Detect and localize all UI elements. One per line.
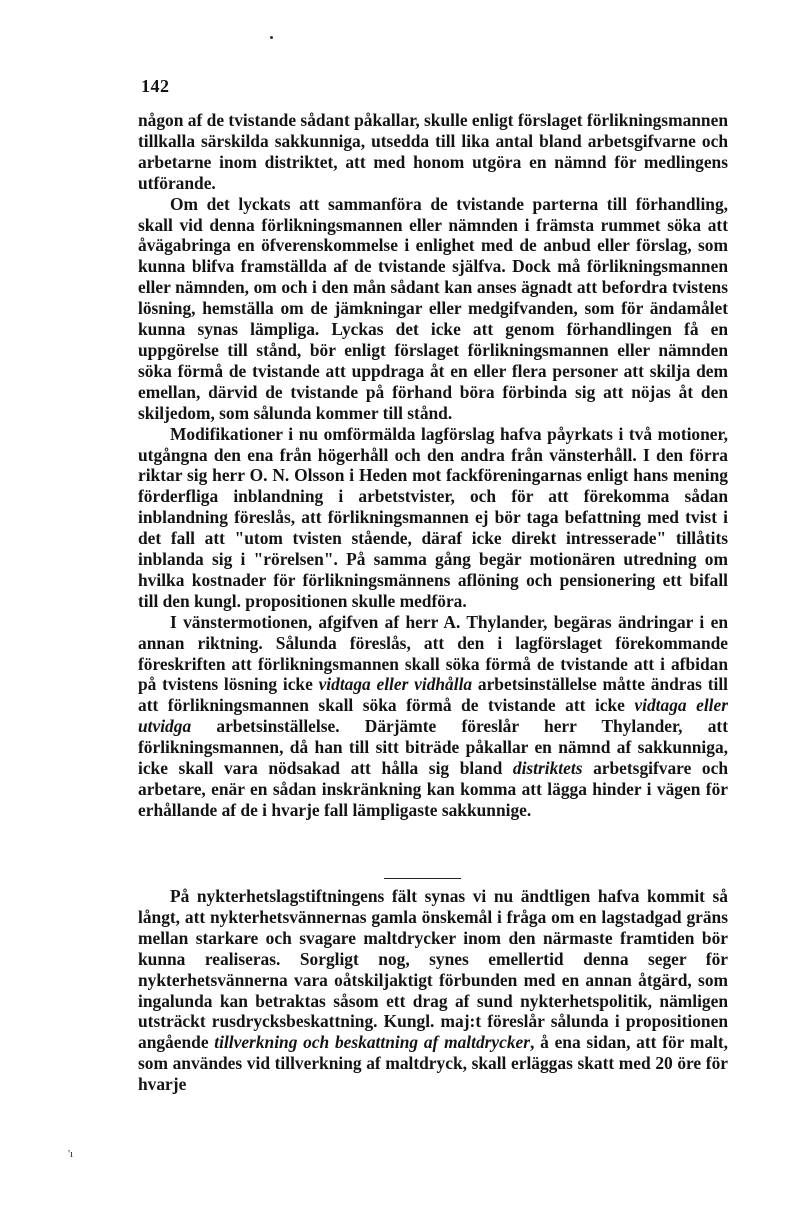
text-run: I vänstermotionen, afgifven af herr A. Thylander, begäras ändringar i en annan riktning. Sålunda föreslås, att den i lagförslaget förekommande föreskriften att förlikningsmannen skall söka förmå de tvistande att i afbidan på tvistens lösning icke bbox=[138, 611, 728, 695]
section-separator bbox=[384, 878, 461, 879]
text-run: arbetsinställelse måtte ändras till att förlikningsmannen skall söka förmå de tvistande att icke bbox=[138, 674, 729, 716]
margin-mark: 'ı bbox=[68, 1148, 74, 1160]
paragraph bbox=[138, 886, 728, 1095]
paragraph bbox=[138, 424, 728, 612]
text-run: arbetsgifvare och arbetare, enär en sådan inskränkning kan komma att lägga hinder i vägen för erhållande af de i hvarje fall lämpligaste sakkunnige. bbox=[138, 758, 728, 820]
print-speck bbox=[270, 36, 273, 39]
paragraph bbox=[138, 194, 728, 424]
body-text-lower bbox=[138, 886, 728, 1095]
page-number: 142 bbox=[141, 76, 170, 96]
italic-phrase: distriktets bbox=[512, 758, 583, 779]
paragraph bbox=[138, 110, 728, 194]
text-run: arbetsinställelse. Därjämte föreslår herr Thylander, att förlikningsmannen, då han till sitt biträde påkallar en nämnd af sakkunniga, icke skall vara nödsakad att hålla sig bland bbox=[138, 716, 728, 779]
text-run: Om det lyckats att sammanföra de tvistande parterna till förhandling, skall vid denna förlikningsmannen eller nämnden i främsta rummet söka att åvägabringa en öfverenskommelse i enlighet med de anbud eller förslag, som kunna blifva framställda af de tvistande själfva. Dock må förlikningsmannen eller nämnden, om och i den mån sådant kan anses ägnadt att befordra tvistens lösning, hemställa om de jämkningar eller medgifvanden, som för ändamålet kunna synas lämpliga. Lyckas det icke att genom förhandlingen få en uppgörelse till stånd, bör enligt förslaget förlikningsmannen eller nämnden söka förmå de tvistande att uppdraga åt en eller flera personer att skilja dem emellan, därvid de tvistande på förhand böra förbinda sig att nöjas åt den skiljedom, som sålunda kommer till stånd. bbox=[138, 193, 728, 423]
body-text-upper bbox=[138, 110, 728, 821]
text-run: Modifikationer i nu omförmälda lagförslag hafva påyrkats i två motioner, utgångna den ena från högerhåll och den andra från vänsterhåll. I den förra riktar sig herr O. N. Olsson i Heden mot fackföreningarnas enligt hans mening förderfliga inblandning i arbetstvister, och för att förekomma sådan inblandning föreslås, att förlikningsmannen ej bör taga befattning med tvist i det fall att "utom tvisten stående, däraf icke direkt intresserade" tillåtits inblanda sig i "rörelsen". På samma gång begär motionären utredning om hvilka kostnader för förlikningsmännens aflöning och pensionering ett bifall till den kungl. propositionen skulle medföra. bbox=[138, 423, 728, 611]
text-run: På nykterhetslagstiftningens fält synas vi nu ändtligen hafva kommit så långt, att nykterhetsvännernas gamla önskemål i fråga om en lagstadgad gräns mellan starkare och svagare maltdrycker inom den närmaste framtiden bör kunna realiseras. Sorgligt nog, synes emellertid denna seger för nykterhetsvännerna vara oåtskiljaktigt förbunden med en annan åtgärd, som ingalunda kan betraktas såsom ett drag af sund nykterhetspolitik, nämligen utsträckt rusdrycksbeskattning. Kungl. maj:t föreslår sålunda i propositionen angående bbox=[138, 886, 728, 1053]
text-run: , å ena sidan, att för malt, som användes vid tillverkning af maltdryck, skall erläggas skatt med 20 öre för hvarje bbox=[138, 1032, 728, 1095]
text-run: någon af de tvistande sådant påkallar, skulle enligt förslaget förlikningsmannen tillkalla särskilda sakkunniga, utsedda till lika antal bland arbetsgifvarne och arbetarne inom distriktet, att med honom utgöra en nämnd för medlingens utförande. bbox=[138, 110, 728, 193]
italic-phrase: tillverkning och beskattning af maltdrycker bbox=[214, 1032, 531, 1053]
italic-phrase: vidtaga eller utvidga bbox=[138, 695, 728, 737]
italic-phrase: vidtaga eller vidhålla bbox=[318, 674, 473, 695]
paragraph bbox=[138, 612, 728, 821]
